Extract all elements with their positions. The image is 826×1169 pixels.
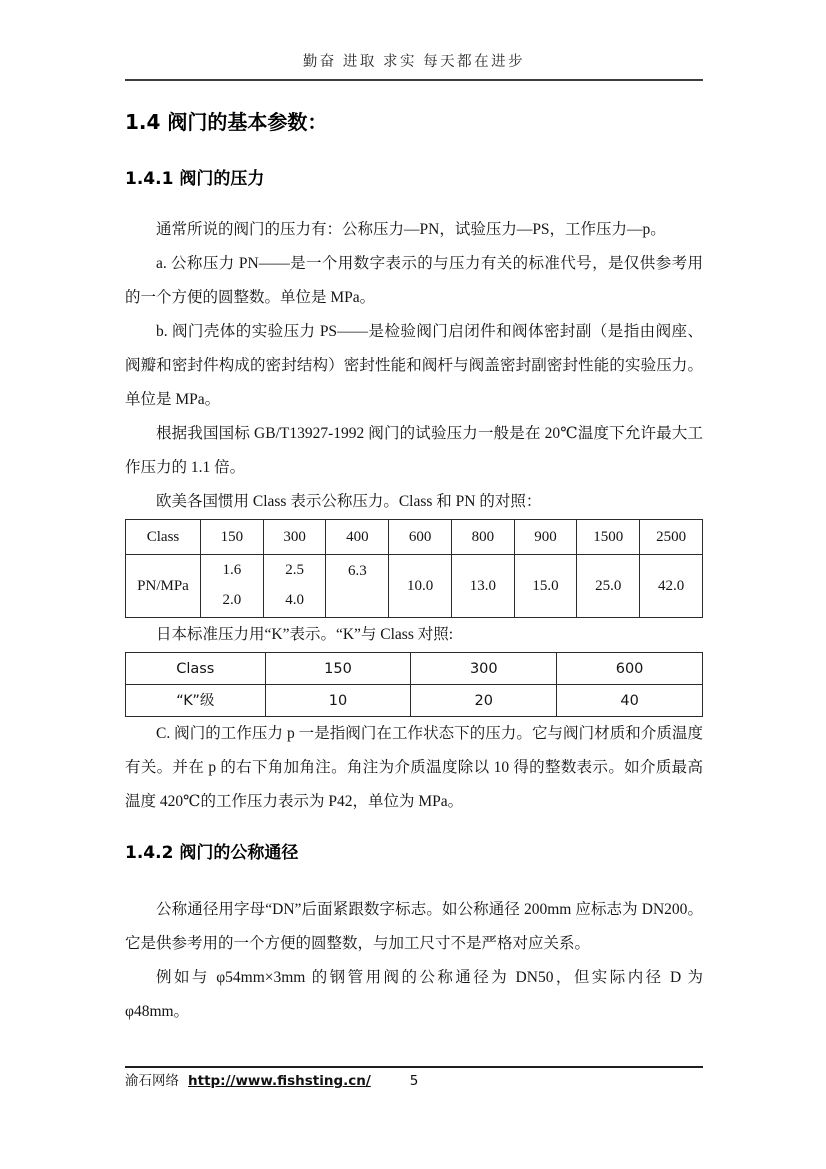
table-cell: 40 xyxy=(557,685,703,717)
table-cell: 150 xyxy=(265,653,411,685)
table-cell: 2500 xyxy=(640,520,703,555)
table-cell: 300 xyxy=(263,520,326,555)
table-cell: 25.0 xyxy=(577,555,640,618)
para-dn-intro: 公称通径用字母“DN”后面紧跟数字标志。如公称通径 200mm 应标志为 DN200。它是供参考用的一个方便的圆整数，与加工尺寸不是严格对应关系。 xyxy=(125,901,703,952)
section-141-paragraphs xyxy=(125,213,703,519)
table-row xyxy=(126,520,703,555)
doc-title: 1.4 阀门的基本参数： xyxy=(125,110,328,134)
k-class-table xyxy=(125,652,703,717)
page-footer xyxy=(125,1066,703,1090)
footer-site-name: 渝石网络 xyxy=(125,1073,179,1088)
para-shell-test-pressure: b. 阀门壳体的实验压力 PS——是检验阀门启闭件和阀体密封副（是指由阀座、阀瓣和密封件构成的密封结构）密封性能和阀杆与阀盖密封副密封性能的实验压力。单位是 MPa。 xyxy=(125,323,703,408)
table-cell: 600 xyxy=(557,653,703,685)
table-cell: 42.0 xyxy=(640,555,703,618)
table-cell: 1500 xyxy=(577,520,640,555)
table-cell: Class xyxy=(126,520,201,555)
table-cell: 400 xyxy=(326,520,389,555)
document-body xyxy=(125,111,703,1029)
table-cell: 2.5 4.0 xyxy=(263,555,326,618)
table-cell: 1.6 2.0 xyxy=(201,555,264,618)
table-cell: Class xyxy=(126,653,266,685)
class-pn-table xyxy=(125,519,703,618)
page-header xyxy=(125,0,703,81)
table-cell: 800 xyxy=(451,520,514,555)
table-cell: 150 xyxy=(201,520,264,555)
para-gb-standard: 根据我国国标 GB/T13927-1992 阀门的试验压力一般是在 20℃温度下允许最大工作压力的 1.1 倍。 xyxy=(125,425,703,476)
table-cell: 6.3 xyxy=(326,555,389,618)
table-cell: 10.0 xyxy=(389,555,452,618)
para-pressure-intro: 通常所说的阀门的压力有：公称压力—PN，试验压力—PS，工作压力—p。 xyxy=(156,221,666,238)
para-working-pressure: C. 阀门的工作压力 p 一是指阀门在工作状态下的压力。它与阀门材质和介质温度有关。并在 p 的右下角加角注。角注为介质温度除以 10 得的整数表示。如介质最高温度 420℃的工作压力表示为 P42，单位为 MPa。 xyxy=(125,725,703,810)
section-heading-141: 1.4.1 阀门的压力 xyxy=(125,169,265,189)
table-cell: 20 xyxy=(411,685,557,717)
table-row xyxy=(126,555,703,618)
table-cell: 13.0 xyxy=(451,555,514,618)
table-cell: 900 xyxy=(514,520,577,555)
para-k-intro: 日本标准压力用“K”表示。“K”与 Class 对照: xyxy=(156,626,454,643)
table-row xyxy=(126,685,703,717)
section-heading-142: 1.4.2 阀门的公称通径 xyxy=(125,843,299,863)
table-cell: “K”级 xyxy=(126,685,266,717)
para-class-pn-intro: 欧美各国惯用 Class 表示公称压力。Class 和 PN 的对照： xyxy=(156,493,542,510)
table-cell: PN/MPa xyxy=(126,555,201,618)
table-cell: 15.0 xyxy=(514,555,577,618)
table-row xyxy=(126,653,703,685)
table-cell: 300 xyxy=(411,653,557,685)
table-cell: 10 xyxy=(265,685,411,717)
footer-page-number: 5 xyxy=(409,1073,419,1089)
para-nominal-pressure: a. 公称压力 PN——是一个用数字表示的与压力有关的标准代号，是仅供参考用的一个方便的圆整数。单位是 MPa。 xyxy=(125,255,703,306)
footer-site-url-link[interactable]: http://www.fishsting.cn/ xyxy=(188,1073,371,1089)
para-dn-example: 例如与 φ54mm×3mm 的钢管用阀的公称通径为 DN50，但实际内径 D 为 φ48mm。 xyxy=(125,969,703,1020)
table-cell: 600 xyxy=(389,520,452,555)
header-motto: 勤奋 进取 求实 每天都在进步 xyxy=(302,54,526,70)
section-142-paragraphs xyxy=(125,893,703,1029)
